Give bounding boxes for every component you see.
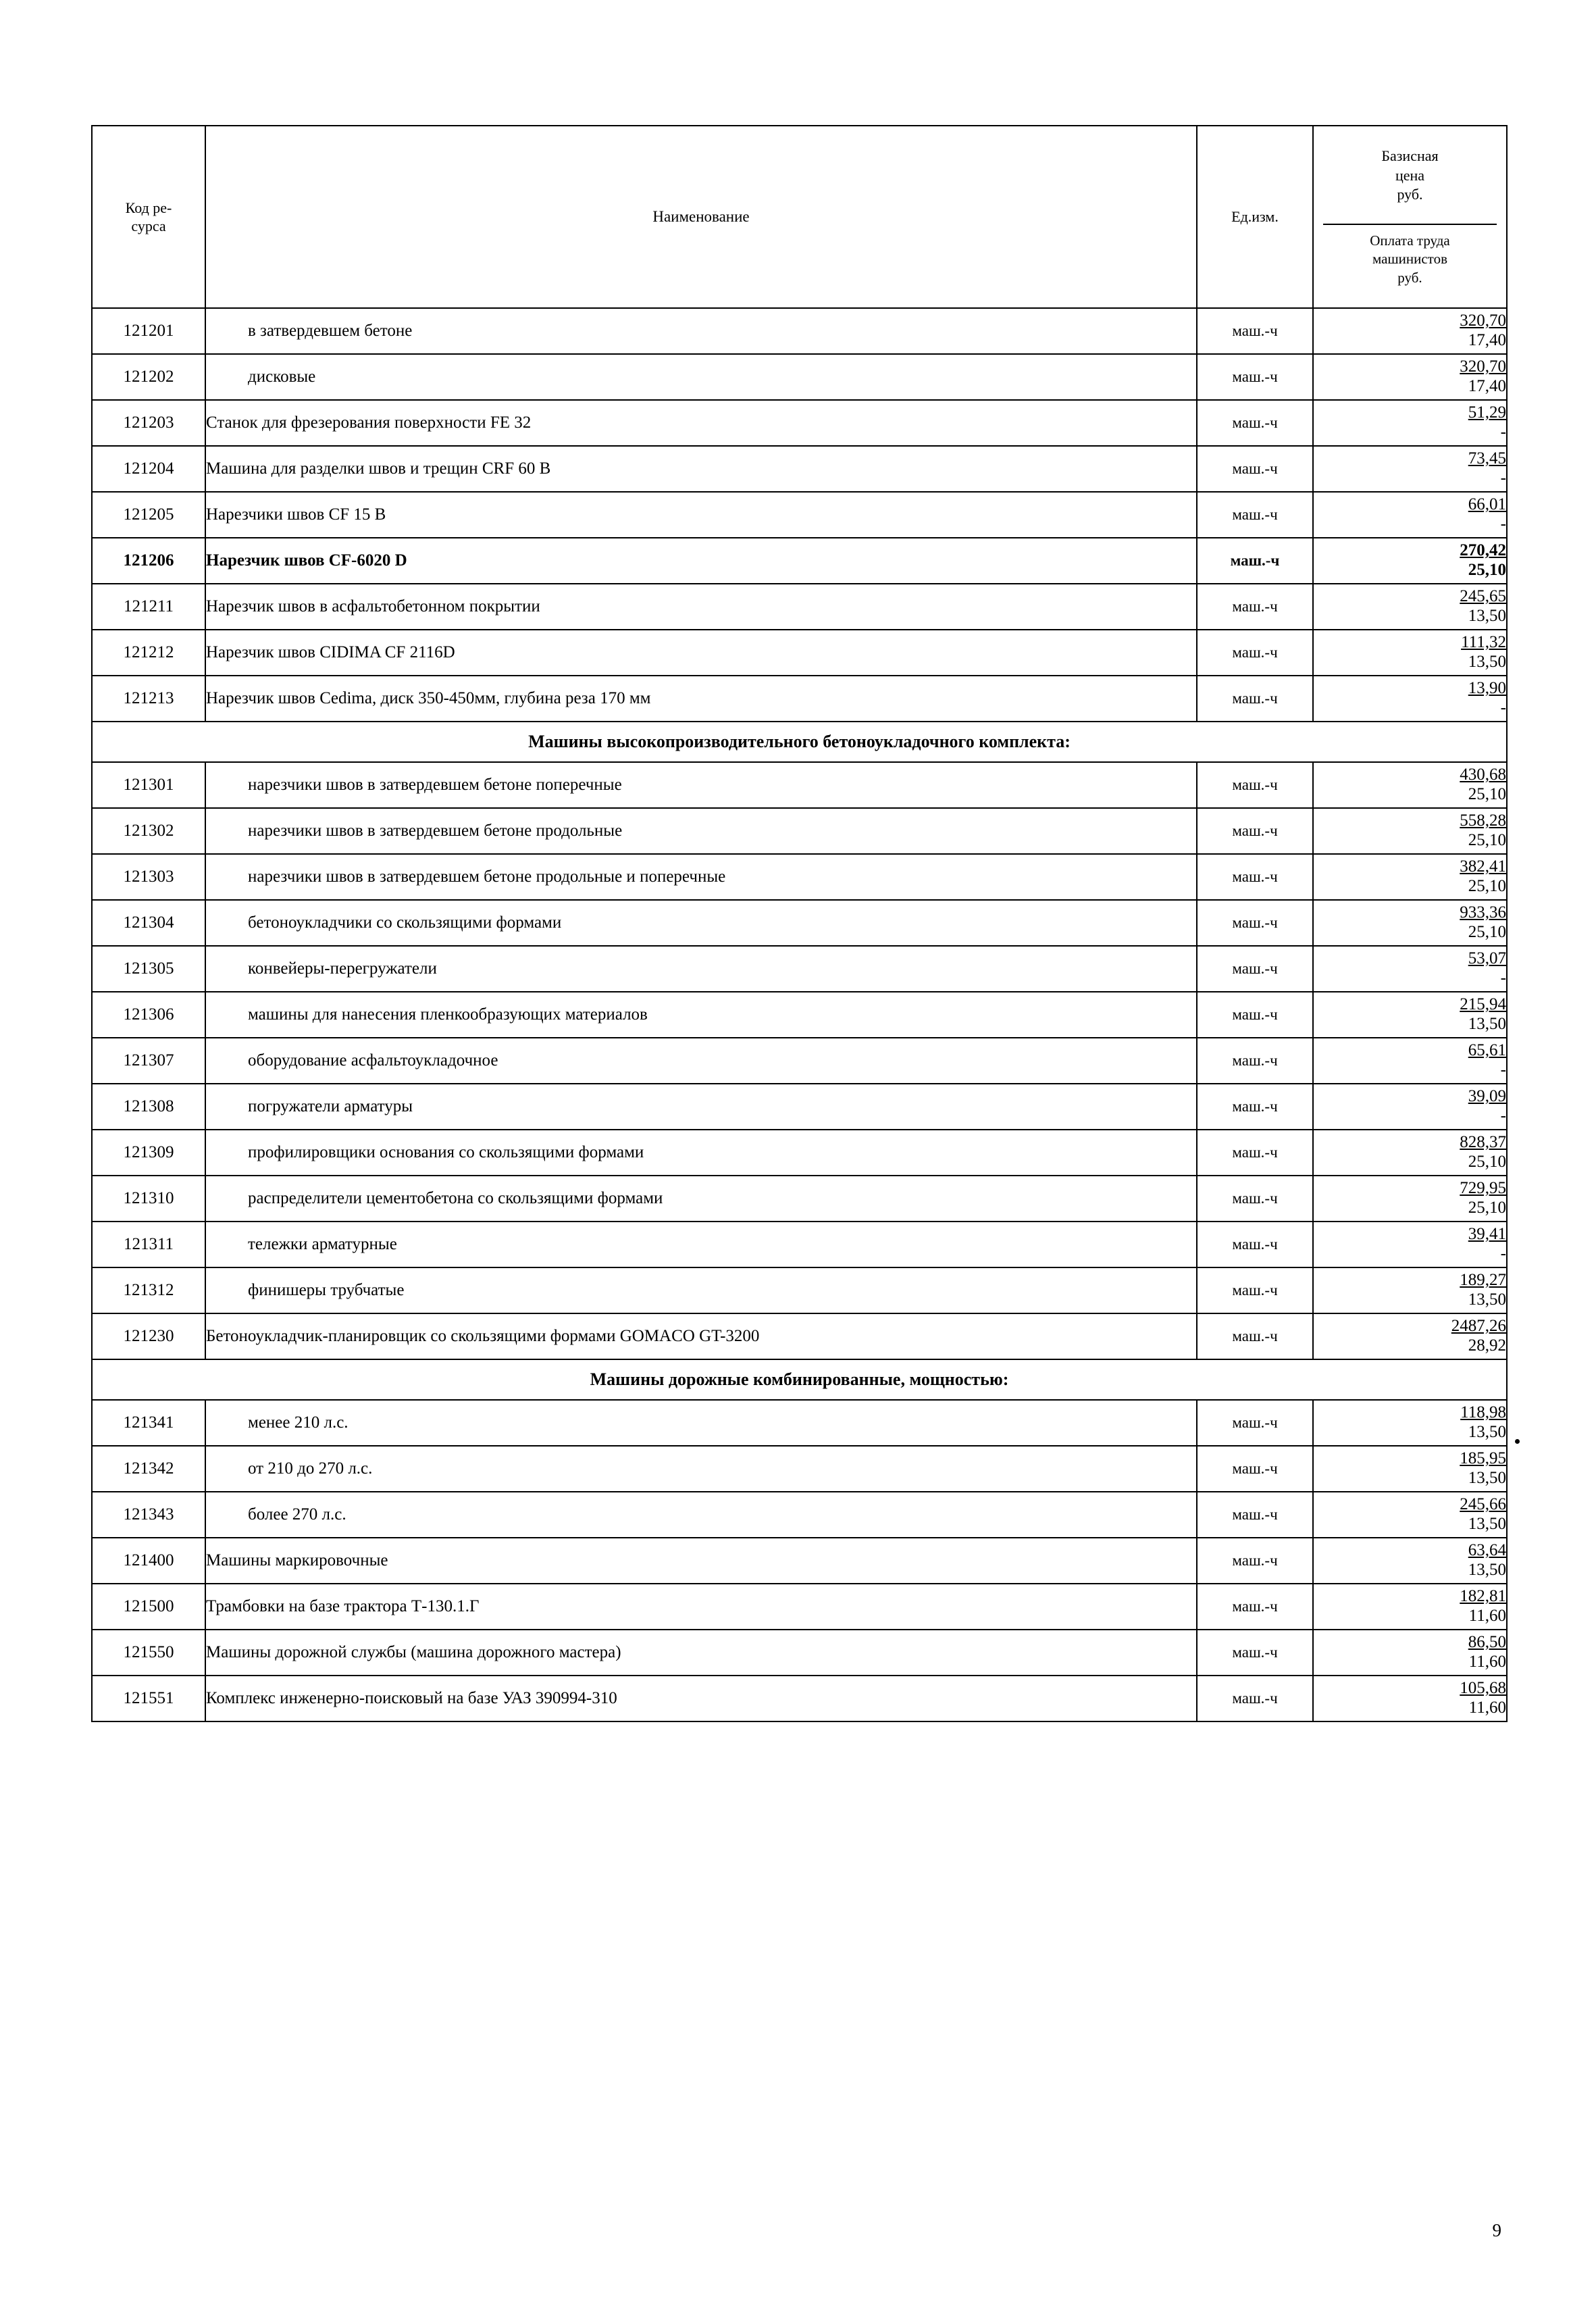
table-row (92, 1446, 1507, 1492)
margin-mark (1515, 1439, 1520, 1444)
cell-base-price: 189,27 (1460, 1271, 1506, 1290)
cell-price (1313, 492, 1507, 538)
cell-base-price: 320,70 (1460, 357, 1506, 376)
cell-name: Нарезчик швов CF-6020 D (205, 538, 1197, 584)
cell-price (1313, 900, 1507, 946)
cell-code: 121203 (92, 400, 205, 446)
cell-code: 121308 (92, 1084, 205, 1130)
cell-name: в затвердевшем бетоне (205, 308, 1197, 354)
cell-unit: маш.-ч (1197, 1584, 1313, 1630)
column-header-price-bottom (1323, 224, 1497, 287)
cell-unit: маш.-ч (1197, 854, 1313, 900)
cell-unit: маш.-ч (1197, 1313, 1313, 1359)
cell-code: 121311 (92, 1222, 205, 1267)
cell-base-price: 111,32 (1461, 633, 1506, 652)
cell-labor-cost: - (1500, 1107, 1506, 1125)
cell-price (1313, 676, 1507, 722)
cell-unit: маш.-ч (1197, 354, 1313, 400)
cell-code: 121202 (92, 354, 205, 400)
cell-base-price: 63,64 (1468, 1541, 1506, 1560)
section-title: Машины высокопроизводительного бетоноукладочного комплекта: (92, 722, 1507, 762)
cell-labor-cost: - (1500, 423, 1506, 441)
cell-code: 121303 (92, 854, 205, 900)
cell-code: 121550 (92, 1630, 205, 1676)
column-header-price-top (1314, 147, 1506, 224)
cell-code: 121307 (92, 1038, 205, 1084)
cell-unit: маш.-ч (1197, 538, 1313, 584)
page-number: 9 (1492, 2220, 1501, 2240)
cell-price (1313, 446, 1507, 492)
cell-name: Машина для разделки швов и трещин CRF 60 B (205, 446, 1197, 492)
cell-labor-cost: 13,50 (1468, 653, 1506, 671)
column-header-price-bottom-line1: Оплата труда (1370, 232, 1450, 249)
cell-labor-cost: 25,10 (1468, 1199, 1506, 1217)
table-body (92, 308, 1507, 1721)
cell-name: Нарезчики швов CF 15 B (205, 492, 1197, 538)
cell-labor-cost: 11,60 (1468, 1607, 1506, 1625)
cell-labor-cost: 25,10 (1468, 923, 1506, 941)
cell-price (1313, 1222, 1507, 1267)
cell-unit: маш.-ч (1197, 1176, 1313, 1222)
cell-labor-cost: 13,50 (1468, 1561, 1506, 1579)
cell-unit: маш.-ч (1197, 900, 1313, 946)
cell-price (1313, 630, 1507, 676)
cell-name: Машины маркировочные (205, 1538, 1197, 1584)
cell-price (1313, 1313, 1507, 1359)
cell-unit: маш.-ч (1197, 1267, 1313, 1313)
table-row (92, 1084, 1507, 1130)
cell-name: машины для нанесения пленкообразующих материалов (205, 992, 1197, 1038)
cell-name: Бетоноукладчик-планировщик со скользящими формами GOMACO GT-3200 (205, 1313, 1197, 1359)
cell-base-price: 53,07 (1468, 949, 1506, 968)
cell-labor-cost: 28,92 (1468, 1336, 1506, 1355)
cell-name: Нарезчик швов CIDIMA CF 2116D (205, 630, 1197, 676)
table-row (92, 1267, 1507, 1313)
cell-unit: маш.-ч (1197, 630, 1313, 676)
cell-unit: маш.-ч (1197, 808, 1313, 854)
cell-code: 121310 (92, 1176, 205, 1222)
cell-code: 121342 (92, 1446, 205, 1492)
cell-unit: маш.-ч (1197, 1538, 1313, 1584)
column-header-price-top-line1: Базисная (1381, 147, 1439, 165)
cell-base-price: 185,95 (1460, 1449, 1506, 1468)
cell-unit: маш.-ч (1197, 762, 1313, 808)
cell-base-price: 13,90 (1468, 679, 1506, 698)
cell-labor-cost: 17,40 (1468, 377, 1506, 395)
cell-code: 121312 (92, 1267, 205, 1313)
cell-base-price: 39,41 (1468, 1225, 1506, 1244)
cell-code: 121309 (92, 1130, 205, 1176)
table-row (92, 808, 1507, 854)
cell-price (1313, 1130, 1507, 1176)
cell-code: 121211 (92, 584, 205, 630)
table-row (92, 400, 1507, 446)
table-row (92, 446, 1507, 492)
cell-name: погружатели арматуры (205, 1084, 1197, 1130)
table-row (92, 1222, 1507, 1267)
cell-unit: маш.-ч (1197, 584, 1313, 630)
column-header-code-line1: Код ре- (125, 199, 172, 216)
cell-code: 121212 (92, 630, 205, 676)
cell-labor-cost: 25,10 (1468, 1153, 1506, 1171)
cell-base-price: 215,94 (1460, 995, 1506, 1014)
table-row (92, 1630, 1507, 1676)
column-header-name: Наименование (205, 126, 1197, 308)
cell-unit: маш.-ч (1197, 1446, 1313, 1492)
table-row (92, 900, 1507, 946)
cell-unit: маш.-ч (1197, 446, 1313, 492)
cell-labor-cost: - (1500, 515, 1506, 533)
cell-unit: маш.-ч (1197, 946, 1313, 992)
cell-base-price: 245,66 (1460, 1495, 1506, 1514)
resource-price-table (91, 125, 1508, 1722)
table-row (92, 1492, 1507, 1538)
cell-base-price: 65,61 (1468, 1041, 1506, 1060)
cell-labor-cost: 13,50 (1468, 1515, 1506, 1533)
cell-base-price: 86,50 (1468, 1633, 1506, 1652)
cell-code: 121305 (92, 946, 205, 992)
table-row (92, 584, 1507, 630)
cell-code: 121306 (92, 992, 205, 1038)
cell-code: 121201 (92, 308, 205, 354)
cell-price (1313, 1538, 1507, 1584)
table-row (92, 676, 1507, 722)
table-row (92, 1130, 1507, 1176)
cell-code: 121206 (92, 538, 205, 584)
table-row (92, 762, 1507, 808)
cell-price (1313, 1584, 1507, 1630)
cell-name: более 270 л.с. (205, 1492, 1197, 1538)
cell-price (1313, 808, 1507, 854)
cell-name: нарезчики швов в затвердевшем бетоне продольные и поперечные (205, 854, 1197, 900)
column-header-price-top-line2: цена (1395, 166, 1425, 184)
cell-code: 121205 (92, 492, 205, 538)
cell-code: 121302 (92, 808, 205, 854)
cell-code: 121341 (92, 1400, 205, 1446)
cell-price (1313, 584, 1507, 630)
cell-base-price: 320,70 (1460, 311, 1506, 330)
cell-code: 121304 (92, 900, 205, 946)
cell-code: 121551 (92, 1676, 205, 1721)
cell-labor-cost: - (1500, 1061, 1506, 1079)
cell-code: 121213 (92, 676, 205, 722)
cell-base-price: 245,65 (1460, 587, 1506, 606)
cell-base-price: 270,42 (1460, 541, 1506, 560)
cell-unit: маш.-ч (1197, 400, 1313, 446)
table-row (92, 1538, 1507, 1584)
cell-name: нарезчики швов в затвердевшем бетоне продольные (205, 808, 1197, 854)
section-title: Машины дорожные комбинированные, мощностью: (92, 1359, 1507, 1400)
cell-labor-cost: 11,60 (1468, 1699, 1506, 1717)
cell-labor-cost: 25,10 (1468, 877, 1506, 895)
table-header (92, 126, 1507, 308)
cell-name: Нарезчик швов в асфальтобетонном покрытии (205, 584, 1197, 630)
column-header-price-bottom-line2: машинистов (1372, 251, 1447, 268)
column-header-price-top-line3: руб. (1397, 186, 1423, 203)
cell-price (1313, 1084, 1507, 1130)
cell-price (1313, 1400, 1507, 1446)
cell-name: дисковые (205, 354, 1197, 400)
cell-code: 121301 (92, 762, 205, 808)
cell-base-price: 39,09 (1468, 1087, 1506, 1106)
cell-name: Нарезчик швов Cedima, диск 350-450мм, глубина реза 170 мм (205, 676, 1197, 722)
table-row (92, 1313, 1507, 1359)
table-row (92, 492, 1507, 538)
cell-labor-cost: - (1500, 469, 1506, 487)
cell-labor-cost: 13,50 (1468, 1015, 1506, 1033)
table-row (92, 630, 1507, 676)
cell-labor-cost: 13,50 (1468, 607, 1506, 625)
cell-unit: маш.-ч (1197, 1492, 1313, 1538)
cell-code: 121204 (92, 446, 205, 492)
cell-name: Комплекс инженерно-поисковый на базе УАЗ 390994-310 (205, 1676, 1197, 1721)
cell-base-price: 729,95 (1460, 1179, 1506, 1198)
cell-price (1313, 354, 1507, 400)
cell-unit: маш.-ч (1197, 1630, 1313, 1676)
cell-base-price: 118,98 (1460, 1403, 1506, 1422)
column-header-unit: Ед.изм. (1197, 126, 1313, 308)
cell-base-price: 51,29 (1468, 403, 1506, 422)
cell-base-price: 2487,26 (1451, 1317, 1506, 1336)
cell-code: 121500 (92, 1584, 205, 1630)
cell-unit: маш.-ч (1197, 1676, 1313, 1721)
cell-unit: маш.-ч (1197, 1084, 1313, 1130)
table-row (92, 308, 1507, 354)
cell-name: Трамбовки на базе трактора Т-130.1.Г (205, 1584, 1197, 1630)
cell-price (1313, 538, 1507, 584)
cell-labor-cost: - (1500, 1244, 1506, 1263)
cell-base-price: 430,68 (1460, 765, 1506, 784)
cell-name: конвейеры-перегружатели (205, 946, 1197, 992)
cell-price (1313, 992, 1507, 1038)
cell-labor-cost: 25,10 (1468, 785, 1506, 803)
table-row (92, 1038, 1507, 1084)
cell-price (1313, 1676, 1507, 1721)
cell-price (1313, 1492, 1507, 1538)
table-row (92, 1676, 1507, 1721)
cell-name: тележки арматурные (205, 1222, 1197, 1267)
cell-unit: маш.-ч (1197, 1130, 1313, 1176)
cell-base-price: 73,45 (1468, 449, 1506, 468)
cell-labor-cost: 13,50 (1468, 1290, 1506, 1309)
cell-unit: маш.-ч (1197, 1038, 1313, 1084)
table-row (92, 1176, 1507, 1222)
cell-code: 121343 (92, 1492, 205, 1538)
cell-price (1313, 1038, 1507, 1084)
cell-base-price: 828,37 (1460, 1133, 1506, 1152)
cell-name: менее 210 л.с. (205, 1400, 1197, 1446)
cell-labor-cost: - (1500, 969, 1506, 987)
column-header-price-bottom-line3: руб. (1397, 269, 1422, 286)
table-row (92, 854, 1507, 900)
resource-price-table-wrapper (91, 125, 1506, 1722)
cell-labor-cost: - (1500, 699, 1506, 717)
cell-unit: маш.-ч (1197, 1400, 1313, 1446)
cell-price (1313, 1176, 1507, 1222)
cell-labor-cost: 25,10 (1468, 831, 1506, 849)
cell-name: оборудование асфальтоукладочное (205, 1038, 1197, 1084)
cell-base-price: 182,81 (1460, 1587, 1506, 1606)
cell-price (1313, 1267, 1507, 1313)
cell-name: Станок для фрезерования поверхности FE 32 (205, 400, 1197, 446)
table-row (92, 1584, 1507, 1630)
cell-price (1313, 308, 1507, 354)
cell-labor-cost: 13,50 (1468, 1423, 1506, 1441)
cell-labor-cost: 11,60 (1468, 1653, 1506, 1671)
table-row (92, 992, 1507, 1038)
cell-code: 121230 (92, 1313, 205, 1359)
cell-unit: маш.-ч (1197, 492, 1313, 538)
column-header-code (92, 126, 205, 308)
cell-price (1313, 762, 1507, 808)
table-section-row (92, 1359, 1507, 1400)
table-row (92, 946, 1507, 992)
cell-price (1313, 400, 1507, 446)
cell-labor-cost: 13,50 (1468, 1469, 1506, 1487)
cell-name: профилировщики основания со скользящими формами (205, 1130, 1197, 1176)
cell-base-price: 66,01 (1468, 495, 1506, 514)
cell-price (1313, 946, 1507, 992)
cell-labor-cost: 25,10 (1468, 561, 1506, 579)
cell-unit: маш.-ч (1197, 676, 1313, 722)
cell-unit: маш.-ч (1197, 992, 1313, 1038)
cell-labor-cost: 17,40 (1468, 331, 1506, 349)
table-row (92, 354, 1507, 400)
table-row (92, 1400, 1507, 1446)
table-section-row (92, 722, 1507, 762)
cell-name: Машины дорожной службы (машина дорожного мастера) (205, 1630, 1197, 1676)
cell-name: бетоноукладчики со скользящими формами (205, 900, 1197, 946)
column-header-code-line2: сурса (131, 218, 166, 234)
table-row (92, 538, 1507, 584)
cell-unit: маш.-ч (1197, 1222, 1313, 1267)
cell-base-price: 933,36 (1460, 903, 1506, 922)
cell-name: нарезчики швов в затвердевшем бетоне поперечные (205, 762, 1197, 808)
cell-name: от 210 до 270 л.с. (205, 1446, 1197, 1492)
cell-code: 121400 (92, 1538, 205, 1584)
cell-base-price: 105,68 (1460, 1679, 1506, 1698)
cell-base-price: 558,28 (1460, 811, 1506, 830)
cell-unit: маш.-ч (1197, 308, 1313, 354)
cell-name: финишеры трубчатые (205, 1267, 1197, 1313)
column-header-price (1313, 126, 1507, 308)
cell-name: распределители цементобетона со скользящими формами (205, 1176, 1197, 1222)
cell-price (1313, 1446, 1507, 1492)
table-header-row (92, 126, 1507, 308)
cell-price (1313, 854, 1507, 900)
cell-price (1313, 1630, 1507, 1676)
cell-base-price: 382,41 (1460, 857, 1506, 876)
